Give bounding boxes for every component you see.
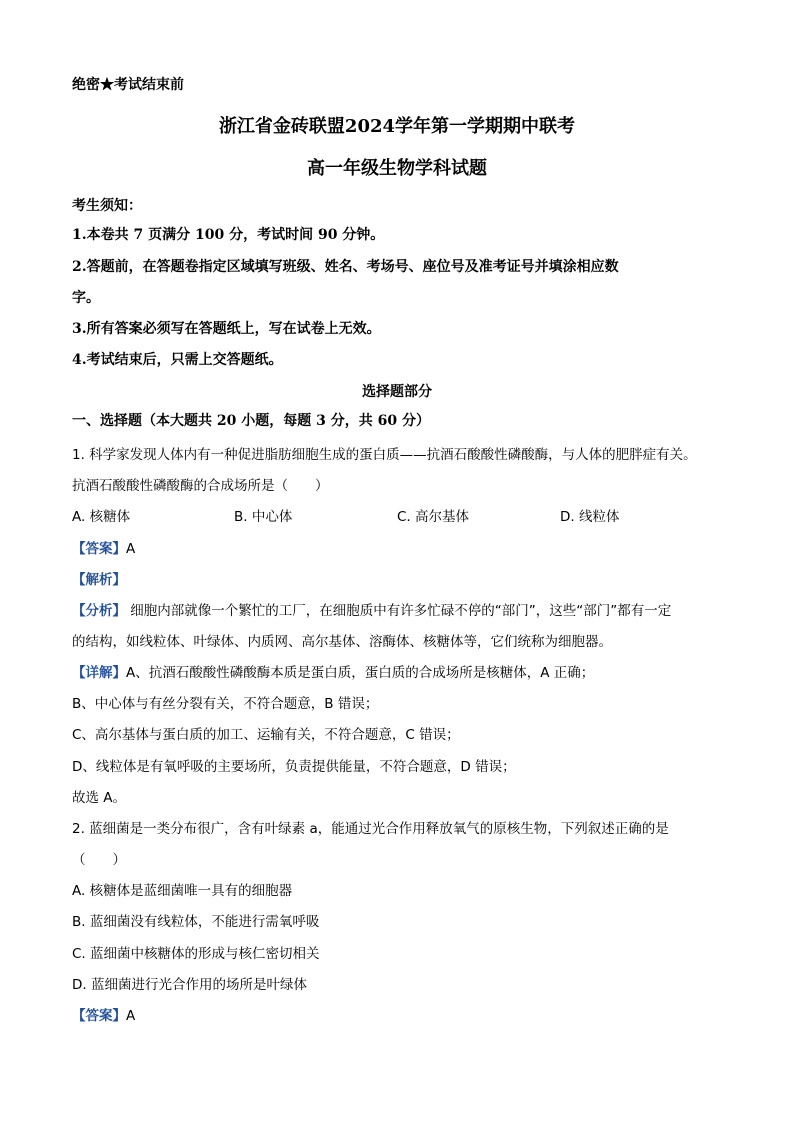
exam-subtitle: 高一年级生物学科试题 [307, 158, 487, 179]
section-part-heading: 一、选择题（本大题共 20 小题，每题 3 分，共 60 分） [72, 413, 430, 429]
analysis-tag: 【解析】 [72, 572, 126, 588]
xiangjie-tag: 【详解】 [72, 665, 126, 681]
q1-explain-c: C、高尔基体与蛋白质的加工、运输有关，不符合题意，C 错误； [72, 727, 460, 743]
q2-option-d: D. 蓝细菌进行光合作用的场所是叶绿体 [72, 977, 307, 993]
question-1-stem: 1. 科学家发现人体内有一种促进脂肪细胞生成的蛋白质——抗酒石酸酸性磷酸酶，与人体的肥胖症有关。 [72, 447, 697, 463]
q1-option-a: A. 核糖体 [72, 509, 131, 525]
fenxi-text: 细胞内部就像一个繁忙的工厂，在细胞质中有许多忙碌不停的“部门”，这些“部门”都有一定 [130, 603, 672, 619]
q1-xiangjie [72, 661, 594, 681]
q1-explain-b: B、中心体与有丝分裂有关，不符合题意，B 错误； [72, 696, 379, 712]
confidential-header: 绝密★考试结束前 [72, 77, 184, 93]
question-2-stem: 2. 蓝细菌是一类分布很广，含有叶绿素 a，能通过光合作用释放氧气的原核生物，下列叙述正确的是 [72, 821, 669, 837]
q2-option-a: A. 核糖体是蓝细菌唯一具有的细胞器 [72, 883, 293, 899]
notice-item: 3.所有答案必须写在答题纸上，写在试卷上无效。 [72, 321, 381, 337]
q1-fenxi-cont: 的结构，如线粒体、叶绿体、内质网、高尔基体、溶酶体、核糖体等，它们统称为细胞器。 [72, 634, 612, 650]
notice-item: 4.考试结束后，只需上交答题纸。 [72, 352, 283, 368]
fenxi-tag: 【分析】 [72, 603, 126, 619]
q1-fenxi [72, 599, 671, 619]
answer-value: A [126, 541, 136, 557]
section-title: 选择题部分 [362, 384, 432, 400]
q1-answer [72, 537, 135, 557]
q2-option-b: B. 蓝细菌没有线粒体，不能进行需氧呼吸 [72, 914, 320, 930]
notice-heading: 考生须知： [72, 198, 142, 214]
exam-title: 浙江省金砖联盟2024学年第一学期期中联考 [218, 116, 576, 137]
notice-item: 1.本卷共 7 页满分 100 分，考试时间 90 分钟。 [72, 227, 385, 243]
q1-conclusion: 故选 A。 [72, 790, 127, 806]
question-2-stem-cont: （ ） [72, 852, 126, 868]
q1-option-c: C. 高尔基体 [397, 509, 470, 525]
q1-explain-d: D、线粒体是有氧呼吸的主要场所，负责提供能量，不符合题意，D 错误； [72, 759, 516, 775]
notice-item: 2.答题前，在答题卷指定区域填写班级、姓名、考场号、座位号及准考证号并填涂相应数 [72, 259, 619, 275]
question-1-stem-cont: 抗酒石酸酸性磷酸酶的合成场所是（ ） [72, 478, 329, 494]
answer-tag: 【答案】 [72, 541, 126, 557]
notice-item: 字。 [72, 290, 100, 306]
xiangjie-text: A、抗酒石酸酸性磷酸酶本质是蛋白质，蛋白质的合成场所是核糖体，A 正确； [126, 665, 595, 681]
answer-value: A [126, 1008, 136, 1024]
q1-option-b: B. 中心体 [234, 509, 293, 525]
q2-option-c: C. 蓝细菌中核糖体的形成与核仁密切相关 [72, 946, 320, 962]
q1-analysis-tag [72, 568, 126, 588]
q1-option-d: D. 线粒体 [560, 509, 620, 525]
q2-answer [72, 1004, 135, 1024]
answer-tag: 【答案】 [72, 1008, 126, 1024]
